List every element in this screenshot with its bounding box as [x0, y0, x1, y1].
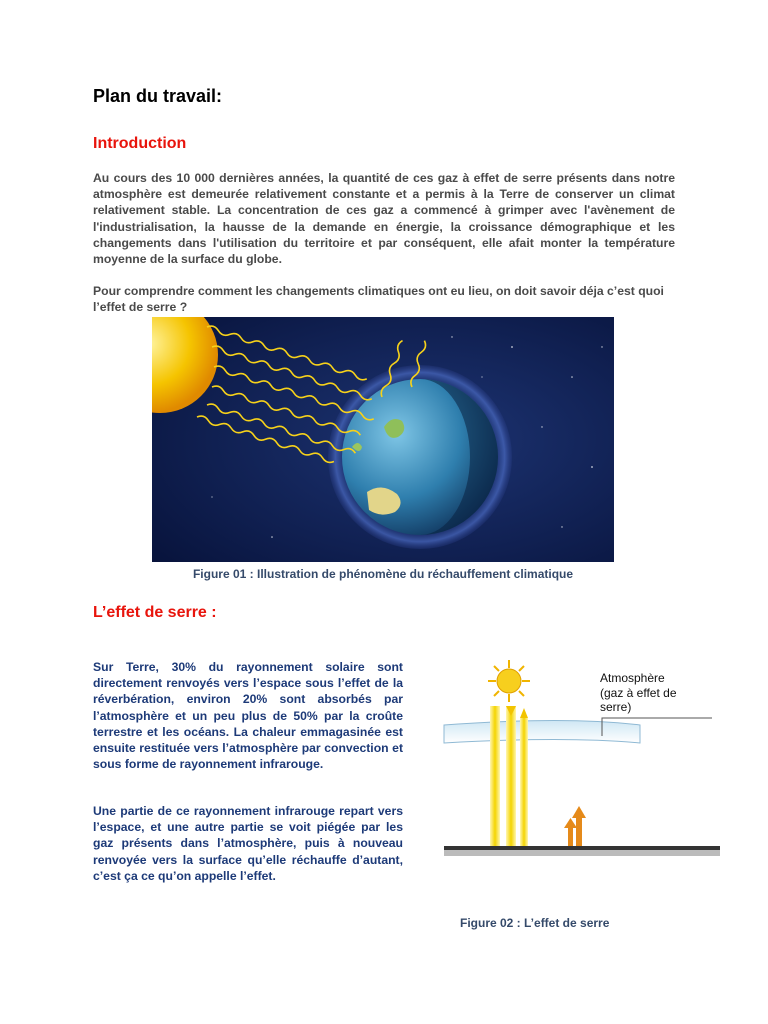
atmosphere-label-3: serre) [600, 700, 632, 714]
introduction-paragraph: Au cours des 10 000 dernières années, la quantité de ces gaz à effet de serre présents dans notre atmosphère est demeurée relativement constante et a permis à la Terre de conserver un climat relativement stable. La concentration de ces gaz a commencé à grimper avec l'avènement de l'industrialisation, la hausse de la demande en énergie, la croissance démographique et les changements dans l'utilisation du territoire et par conséquent, elle afait monter la température moyenne de la surface du globe. [93, 171, 675, 267]
figure2-caption: Figure 02 : L’effet de serre [460, 916, 610, 930]
effet-de-serre-paragraph-1: Sur Terre, 30% du rayonnement solaire sont directement renvoyés vers l’espace sous l’effet de la réverbération, environ 20% sont absorbés par l’atmosphère et un peu plus de 50% par la croûte terrestre et les océans. La chaleur emmagasinée est ensuite restituée vers l’atmosphère par convection et sous forme de rayonnement infrarouge. [93, 660, 403, 772]
page-title: Plan du travail: [93, 86, 223, 106]
question-paragraph: Pour comprendre comment les changements climatiques ont eu lieu, on doit savoir déja c’est quoi l’effet de serre ? [93, 284, 664, 315]
effet-de-serre-heading: L’effet de serre : [93, 604, 217, 621]
earth-sun-image [152, 317, 614, 562]
sun-icon [488, 660, 530, 702]
figure1-caption: Figure 01 : Illustration de phénomène du réchauffement climatique [192, 567, 574, 581]
figure-greenhouse-diagram [416, 648, 720, 898]
introduction-heading: Introduction [93, 135, 187, 152]
atmosphere-label-1: Atmosphère [600, 671, 665, 685]
figure-warming-illustration [152, 317, 614, 562]
atmosphere-label-2: (gaz à effet de [600, 686, 677, 700]
effet-de-serre-paragraph-2: Une partie de ce rayonnement infrarouge repart vers l’espace, et une autre partie se voit piégée par les gaz présents dans l’atmosphère, puis à nouveau renvoyée vers la surface qu’elle réchauffe d’autant, c’est ça ce qu’on appelle l’effet. [93, 804, 403, 883]
greenhouse-diagram [416, 648, 720, 898]
